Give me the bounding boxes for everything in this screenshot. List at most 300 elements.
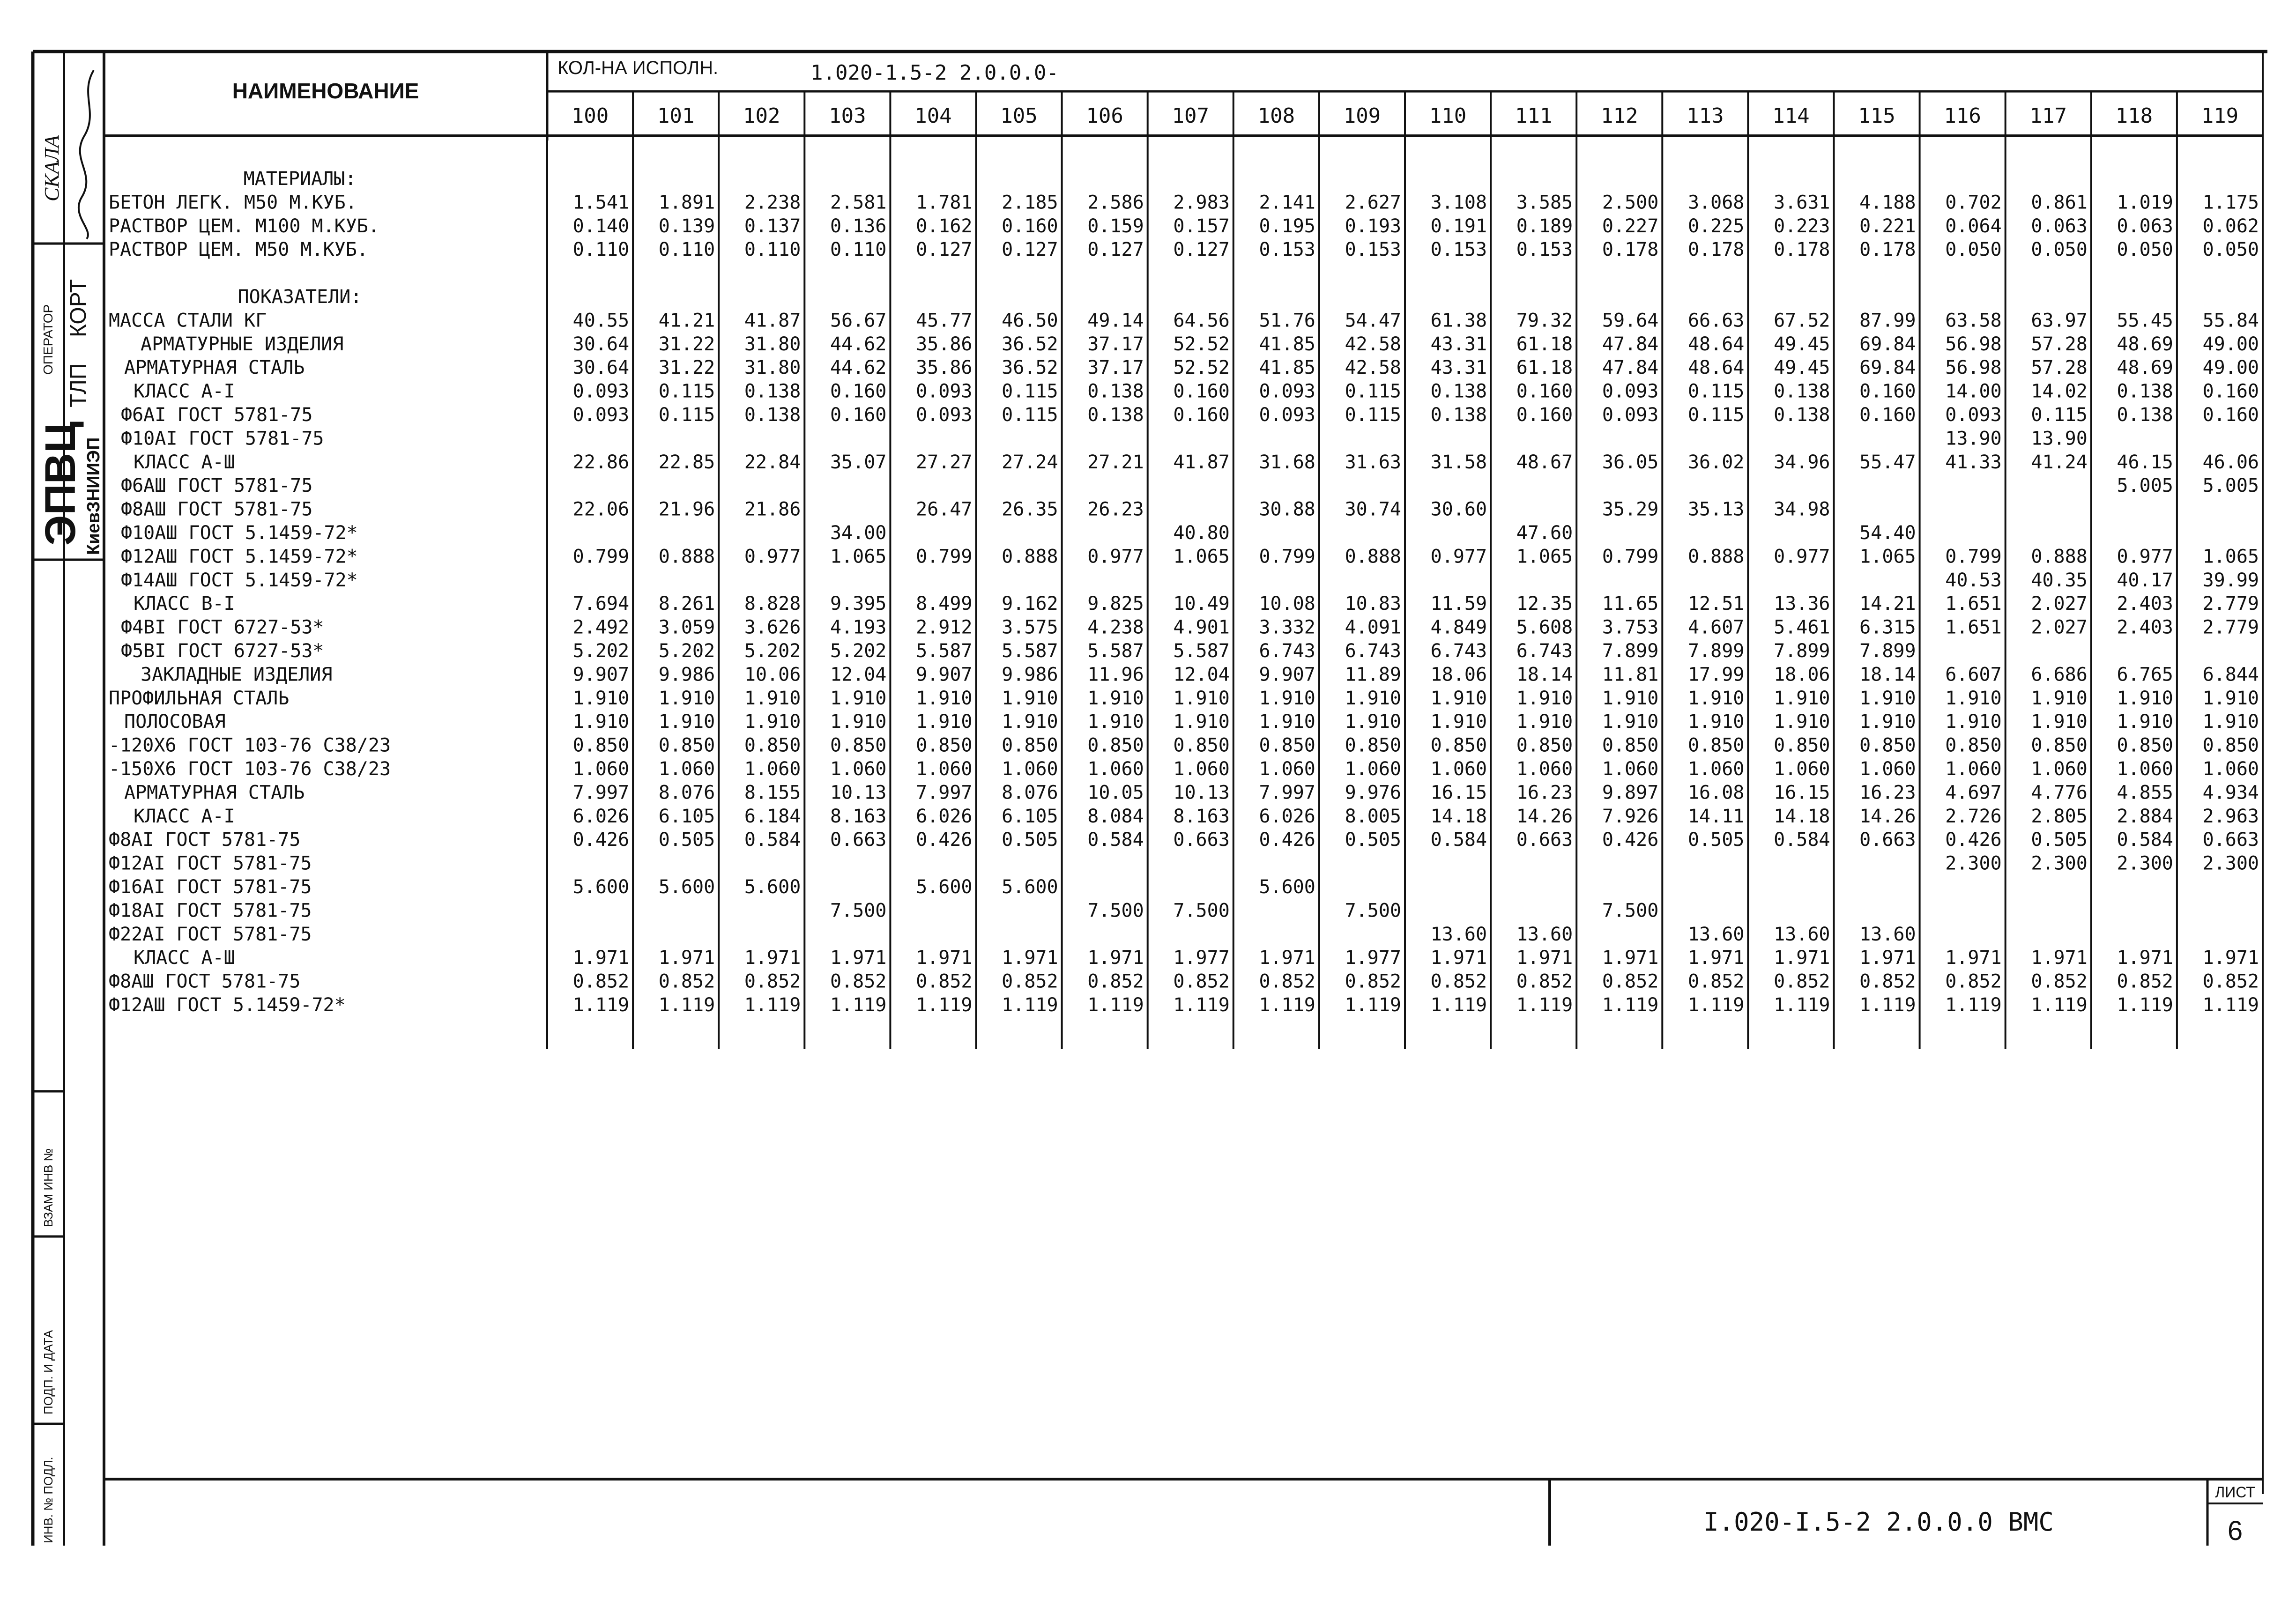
table-cell: 54.47 (1345, 310, 1401, 332)
table-cell: 2.627 (1345, 192, 1401, 214)
table-cell: 0.850 (572, 734, 630, 756)
table-cell: 34.96 (1774, 451, 1830, 473)
table-cell: 9.976 (1345, 782, 1401, 804)
table-cell: 1.651 (1945, 593, 2002, 615)
table-cell: 1.119 (1687, 994, 1745, 1016)
table-cell: 8.163 (830, 805, 887, 827)
table-cell: 13.60 (1859, 923, 1916, 945)
table-cell: 0.888 (1345, 546, 1401, 568)
table-cell: 0.160 (1173, 404, 1230, 426)
table-row (244, 168, 357, 190)
table-cell: 35.86 (916, 357, 973, 379)
table-cell: 2.238 (744, 192, 801, 214)
table-cell: 16.15 (1774, 782, 1830, 804)
table-cell: 0.888 (658, 546, 715, 568)
table-cell: 0.799 (916, 546, 973, 568)
table-cell: 5.005 (2202, 475, 2259, 497)
table-cell: 13.90 (1945, 428, 2002, 450)
table-cell: 1.910 (1345, 711, 1401, 733)
table-cell: 7.694 (572, 593, 630, 615)
table-cell: 30.88 (1259, 498, 1315, 520)
table-cell: 1.910 (2031, 687, 2088, 709)
table-cell: 4.607 (1687, 616, 1745, 638)
table-cell: 1.971 (2117, 947, 2173, 969)
table-cell: 1.060 (1259, 758, 1315, 780)
table-cell: 9.162 (1002, 593, 1058, 615)
table-cell: 4.934 (2202, 782, 2259, 804)
table-cell: 7.997 (572, 782, 630, 804)
table-cell: 48.69 (2117, 333, 2173, 355)
table-cell: 11.59 (1430, 593, 1487, 615)
table-cell: 0.138 (1774, 404, 1830, 426)
table-cell: 1.060 (1774, 758, 1830, 780)
row-label: Ф8АI ГОСТ 5781-75 (109, 829, 301, 851)
table-cell: 0.050 (2117, 239, 2173, 261)
table-cell: 0.160 (1002, 215, 1058, 237)
table-cell: 8.084 (1087, 805, 1144, 827)
table-cell: 37.17 (1087, 333, 1144, 355)
row-label: БЕТОН ЛЕГК. М50 М.КУБ. (109, 192, 357, 214)
table-cell: 0.799 (1259, 546, 1315, 568)
table-cell: 30.64 (572, 357, 630, 379)
column-number: 116 (1944, 104, 1981, 128)
table-cell: 0.852 (1173, 970, 1230, 992)
table-cell: 0.223 (1774, 215, 1830, 237)
sheet-label: ЛИСТ (2215, 1484, 2255, 1501)
table-cell: 1.119 (658, 994, 715, 1016)
column-number: 117 (2029, 104, 2067, 128)
table-cell: 4.238 (1087, 616, 1144, 638)
table-cell: 0.093 (1259, 380, 1315, 402)
table-cell: 14.21 (1859, 593, 1916, 615)
table-cell: 0.850 (1087, 734, 1144, 756)
table-cell: 47.84 (1602, 357, 1659, 379)
table-cell: 5.202 (830, 640, 887, 662)
table-cell: 0.115 (658, 380, 715, 402)
table-cell: 1.971 (830, 947, 887, 969)
table-cell: 0.799 (1945, 546, 2002, 568)
table-row (109, 735, 2259, 756)
row-label: Ф4ВI ГОСТ 6727-53* (121, 616, 324, 638)
table-cell: 1.910 (1602, 711, 1659, 733)
table-cell: 1.910 (2117, 687, 2173, 709)
table-cell: 0.850 (1687, 734, 1745, 756)
table-cell: 21.96 (658, 498, 715, 520)
table-row (109, 215, 2259, 237)
table-cell: 1.910 (1173, 687, 1230, 709)
table-cell: 1.060 (1945, 758, 2002, 780)
column-number: 106 (1086, 104, 1123, 128)
column-number: 104 (914, 104, 952, 128)
table-cell: 0.093 (1602, 380, 1659, 402)
table-cell: 5.600 (658, 876, 715, 898)
table-row (109, 239, 2259, 260)
table-cell: 1.910 (1002, 711, 1058, 733)
table-cell: 0.115 (1345, 380, 1401, 402)
table-cell: 2.500 (1602, 192, 1659, 214)
table-cell: 1.060 (2031, 758, 2088, 780)
table-row (109, 971, 2259, 992)
table-cell: 31.80 (744, 333, 801, 355)
table-cell: 2.805 (2031, 805, 2088, 827)
table-cell: 14.26 (1859, 805, 1916, 827)
table-cell: 2.779 (2202, 593, 2259, 615)
table-cell: 0.093 (572, 380, 630, 402)
table-cell: 7.500 (1173, 900, 1230, 922)
table-cell: 0.852 (658, 970, 715, 992)
table-row (134, 947, 2259, 969)
table-cell: 5.600 (572, 876, 630, 898)
table-cell: 0.191 (1430, 215, 1487, 237)
column-number: 109 (1343, 104, 1381, 128)
table-cell: 46.15 (2117, 451, 2173, 473)
table-cell: 10.05 (1087, 782, 1144, 804)
column-number: 114 (1772, 104, 1810, 128)
table-cell: 10.13 (830, 782, 887, 804)
row-label: Ф12АШ ГОСТ 5.1459-72* (109, 994, 346, 1016)
table-cell: 1.119 (2117, 994, 2173, 1016)
table-cell: 47.84 (1602, 333, 1659, 355)
table-cell: 0.178 (1602, 239, 1659, 261)
table-cell: 2.586 (1087, 192, 1144, 214)
table-cell: 49.00 (2202, 333, 2259, 355)
table-cell: 5.608 (1516, 616, 1573, 638)
table-cell: 37.17 (1087, 357, 1144, 379)
table-cell: 5.600 (916, 876, 973, 898)
table-cell: 64.56 (1173, 310, 1230, 332)
table-cell: 0.050 (1945, 239, 2002, 261)
table-cell: 1.060 (1602, 758, 1659, 780)
table-cell: 12.04 (830, 664, 887, 686)
table-cell: 42.58 (1345, 357, 1401, 379)
row-label: МАТЕРИАЛЫ: (243, 168, 357, 190)
row-label: ПОЛОСОВАЯ (124, 711, 226, 733)
table-cell: 1.060 (830, 758, 887, 780)
table-cell: 0.852 (572, 970, 630, 992)
table-cell: 43.31 (1430, 333, 1487, 355)
table-cell: 1.910 (1087, 687, 1144, 709)
table-cell: 6.686 (2031, 664, 2088, 686)
table-cell: 1.910 (1687, 711, 1745, 733)
table-cell: 0.852 (1602, 970, 1659, 992)
table-cell: 0.162 (916, 215, 973, 237)
table-cell: 52.52 (1173, 333, 1230, 355)
table-cell: 4.849 (1430, 616, 1487, 638)
table-cell: 0.227 (1602, 215, 1659, 237)
table-cell: 40.80 (1173, 522, 1230, 544)
row-label: Ф6АШ ГОСТ 5781-75 (121, 475, 313, 497)
table-cell: 49.45 (1774, 333, 1830, 355)
table-cell: 1.977 (1345, 947, 1401, 969)
podp-data-label: ПОДП. И ДАТА (41, 1330, 55, 1414)
table-cell: 0.850 (2202, 734, 2259, 756)
table-cell: 6.607 (1945, 664, 2002, 686)
table-cell: 0.852 (2031, 970, 2088, 992)
table-cell: 1.060 (1087, 758, 1144, 780)
table-cell: 0.138 (1430, 404, 1487, 426)
table-cell: 6.743 (1259, 640, 1315, 662)
row-label: Ф10АШ ГОСТ 5.1459-72* (121, 522, 358, 544)
table-row (109, 310, 2259, 331)
vzam-inv-label: ВЗАМ ИНВ № (41, 1148, 55, 1227)
column-number: 101 (657, 104, 695, 128)
table-cell: 1.971 (2031, 947, 2088, 969)
table-cell: 0.093 (916, 404, 973, 426)
table-cell: 1.910 (1945, 687, 2002, 709)
table-cell: 0.852 (2202, 970, 2259, 992)
table-cell: 6.743 (1516, 640, 1573, 662)
table-cell: 1.060 (1173, 758, 1230, 780)
table-cell: 0.193 (1345, 215, 1401, 237)
table-row (134, 806, 2259, 827)
table-cell: 4.697 (1945, 782, 2002, 804)
table-cell: 0.110 (572, 239, 630, 261)
table-cell: 0.977 (1430, 546, 1487, 568)
side-stamp (33, 70, 104, 1543)
table-cell: 1.971 (1516, 947, 1573, 969)
table-cell: 0.850 (658, 734, 715, 756)
table-cell: 0.153 (1345, 239, 1401, 261)
table-cell: 8.155 (744, 782, 801, 804)
table-cell: 31.22 (658, 357, 715, 379)
column-number: 112 (1601, 104, 1638, 128)
table-cell: 0.160 (1859, 380, 1916, 402)
table-cell: 0.850 (1002, 734, 1058, 756)
table-cell: 52.52 (1173, 357, 1230, 379)
table-cell: 1.971 (1859, 947, 1916, 969)
table-cell: 41.33 (1945, 451, 2002, 473)
row-label: КЛАСС А-I (134, 380, 235, 402)
table-cell: 6.315 (1859, 616, 1916, 638)
table-cell: 39.99 (2202, 569, 2259, 591)
table-cell: 36.52 (1002, 357, 1058, 379)
table-cell: 44.62 (830, 333, 887, 355)
table-cell: 0.663 (1859, 829, 1916, 851)
table-cell: 4.091 (1345, 616, 1401, 638)
table-cell: 1.910 (916, 711, 973, 733)
table-cell: 0.850 (1945, 734, 2002, 756)
table-cell: 6.184 (744, 805, 801, 827)
table-cell: 0.153 (1430, 239, 1487, 261)
table-cell: 1.119 (1345, 994, 1401, 1016)
table-cell: 3.626 (744, 616, 801, 638)
table-cell: 1.910 (2117, 711, 2173, 733)
table-cell: 26.47 (916, 498, 973, 520)
table-cell: 6.743 (1430, 640, 1487, 662)
table-cell: 1.910 (830, 711, 887, 733)
table-cell: 3.585 (1516, 192, 1573, 214)
table-cell: 40.35 (2031, 569, 2088, 591)
table-row (109, 829, 2259, 851)
row-label: Ф5ВI ГОСТ 6727-53* (121, 640, 324, 662)
row-label: Ф14АШ ГОСТ 5.1459-72* (121, 569, 358, 591)
table-cell: 0.663 (2202, 829, 2259, 851)
table-cell: 27.24 (1002, 451, 1058, 473)
table-cell: 54.40 (1859, 522, 1916, 544)
table-cell: 1.065 (830, 546, 887, 568)
table-cell: 1.119 (2202, 994, 2259, 1016)
table-cell: 0.850 (1345, 734, 1401, 756)
table-cell: 6.026 (1259, 805, 1315, 827)
table-cell: 0.178 (1859, 239, 1916, 261)
table-cell: 3.059 (658, 616, 715, 638)
table-cell: 49.00 (2202, 357, 2259, 379)
table-cell: 1.910 (744, 711, 801, 733)
table-cell: 1.060 (1430, 758, 1487, 780)
table-cell: 1.971 (1259, 947, 1315, 969)
table-cell: 35.07 (830, 451, 887, 473)
table-cell: 22.86 (572, 451, 630, 473)
table-cell: 7.899 (1774, 640, 1830, 662)
table-cell: 0.850 (1602, 734, 1659, 756)
table-cell: 0.799 (572, 546, 630, 568)
table-cell: 1.019 (2117, 192, 2173, 214)
table-cell: 41.85 (1259, 333, 1315, 355)
table-cell: 0.850 (2031, 734, 2088, 756)
table-cell: 0.663 (1173, 829, 1230, 851)
row-label: -120Х6 ГОСТ 103-76 С38/23 (109, 734, 391, 756)
table-cell: 0.115 (1002, 404, 1058, 426)
column-number: 108 (1257, 104, 1295, 128)
table-cell: 0.093 (572, 404, 630, 426)
table-cell: 1.971 (1945, 947, 2002, 969)
table-cell: 1.065 (2202, 546, 2259, 568)
table-cell: 31.68 (1259, 451, 1315, 473)
table-cell: 41.85 (1259, 357, 1315, 379)
table-cell: 1.971 (916, 947, 973, 969)
table-cell: 13.60 (1430, 923, 1487, 945)
table-cell: 2.581 (830, 192, 887, 214)
table-row (109, 876, 1315, 898)
table-cell: 48.69 (2117, 357, 2173, 379)
table-row (121, 546, 2259, 567)
table-cell: 0.225 (1687, 215, 1745, 237)
table-cell: 61.18 (1516, 357, 1573, 379)
tlp-label: ТЛП (66, 363, 91, 407)
table-cell: 1.060 (2117, 758, 2173, 780)
table-cell: 3.631 (1774, 192, 1830, 214)
table-cell: 18.06 (1774, 664, 1830, 686)
table-cell: 43.31 (1430, 357, 1487, 379)
table-cell: 1.060 (1516, 758, 1573, 780)
column-number: 119 (2201, 104, 2239, 128)
table-cell: 0.852 (1430, 970, 1487, 992)
row-label: Ф8АШ ГОСТ 5781-75 (109, 970, 301, 992)
table-row (134, 381, 2259, 402)
table-cell: 8.499 (916, 593, 973, 615)
table-cell: 0.115 (1345, 404, 1401, 426)
table-cell: 7.500 (1087, 900, 1144, 922)
table-cell: 11.81 (1602, 664, 1659, 686)
series-code: 1.020-1.5-2 2.0.0.0- (810, 61, 1059, 85)
signature-mark (79, 70, 94, 239)
table-cell: 1.910 (572, 711, 630, 733)
table-cell: 0.189 (1516, 215, 1573, 237)
table-cell: 9.907 (916, 664, 973, 686)
table-cell: 1.971 (1430, 947, 1487, 969)
table-cell: 0.888 (1687, 546, 1745, 568)
table-cell: 22.06 (572, 498, 630, 520)
table-cell: 2.779 (2202, 616, 2259, 638)
table-row (109, 994, 2259, 1016)
table-cell: 14.18 (1430, 805, 1487, 827)
table-cell: 1.891 (658, 192, 715, 214)
table-cell: 30.74 (1345, 498, 1401, 520)
table-row (124, 711, 2259, 733)
table-cell: 49.45 (1774, 357, 1830, 379)
table-cell: 1.971 (1002, 947, 1058, 969)
table-cell: 0.505 (1687, 829, 1745, 851)
table-row (109, 758, 2259, 780)
table-cell: 63.97 (2031, 310, 2088, 332)
table-cell: 0.861 (2031, 192, 2088, 214)
table-cell: 1.910 (658, 687, 715, 709)
row-label: Ф16АI ГОСТ 5781-75 (109, 876, 312, 898)
table-row (238, 286, 362, 308)
table-cell: 55.45 (2117, 310, 2173, 332)
table-cell: 0.852 (1945, 970, 2002, 992)
table-cell: 0.063 (2117, 215, 2173, 237)
table-cell: 14.11 (1687, 805, 1745, 827)
table-cell: 2.300 (2031, 852, 2088, 874)
table-cell: 0.852 (1516, 970, 1573, 992)
table-cell: 2.141 (1259, 192, 1315, 214)
table-cell: 1.971 (744, 947, 801, 969)
row-label: Ф6АI ГОСТ 5781-75 (121, 404, 313, 426)
table-cell: 0.110 (744, 239, 801, 261)
table-cell: 18.14 (1516, 664, 1573, 686)
table-row (109, 900, 1658, 921)
table-cell: 0.138 (744, 404, 801, 426)
table-cell: 7.500 (1345, 900, 1401, 922)
table-cell: 0.138 (1087, 380, 1144, 402)
table-cell: 0.850 (830, 734, 887, 756)
table-cell: 0.160 (830, 404, 887, 426)
row-label: ПРОФИЛЬНАЯ СТАЛЬ (109, 687, 290, 709)
table-cell: 9.897 (1602, 782, 1659, 804)
table-cell: 16.15 (1430, 782, 1487, 804)
table-cell: 8.076 (658, 782, 715, 804)
table-cell: 0.426 (1259, 829, 1315, 851)
table-cell: 27.27 (916, 451, 973, 473)
table-cell: 1.651 (1945, 616, 2002, 638)
table-cell: 1.060 (916, 758, 973, 780)
table-cell: 0.138 (1430, 380, 1487, 402)
table-cell: 0.138 (2117, 380, 2173, 402)
table-cell: 55.84 (2202, 310, 2259, 332)
sheet-number: 6 (2227, 1516, 2243, 1546)
table-cell: 2.983 (1173, 192, 1230, 214)
table-cell: 1.065 (1516, 546, 1573, 568)
table-cell: 0.160 (1516, 404, 1573, 426)
table-cell: 14.26 (1516, 805, 1573, 827)
table-cell: 0.850 (1516, 734, 1573, 756)
table-cell: 1.910 (2202, 687, 2259, 709)
table-cell: 3.332 (1259, 616, 1315, 638)
table-cell: 0.178 (1687, 239, 1745, 261)
table-cell: 9.986 (1002, 664, 1058, 686)
table-cell: 2.300 (2202, 852, 2259, 874)
table-row (121, 617, 2259, 638)
table-cell: 0.505 (2031, 829, 2088, 851)
name-column-header: НАИМЕНОВАНИЕ (232, 79, 419, 103)
row-label: КЛАСС А-I (134, 805, 235, 827)
column-number: 118 (2115, 104, 2153, 128)
table-cell: 7.926 (1602, 805, 1659, 827)
table-cell: 0.850 (1774, 734, 1830, 756)
table-cell: 1.971 (1687, 947, 1745, 969)
table-cell: 5.202 (572, 640, 630, 662)
